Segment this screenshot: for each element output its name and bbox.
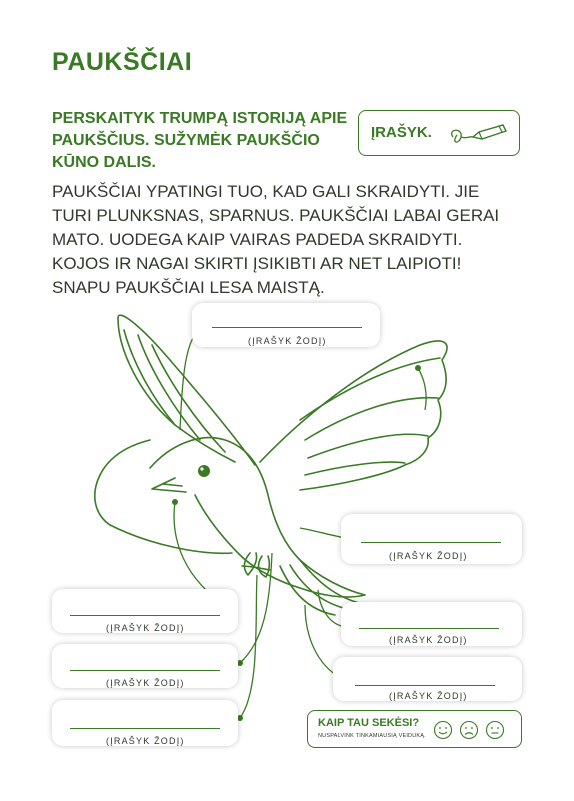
story-text: PAUKŠČIAI YPATINGI TUO, KAD GALI SKRAIDYTI. JIE TURI PLUNKSNAS, SPARNUS. PAUKŠČIAI LABAI GERAI MATO. UODEGA KAIP VAIRAS PADEDA SKRAIDYTI. KOJOS IR NAGAI SKIRTI ĮSIKIBTI AR NET LAIPIOTI! SNAPU PAUKŠČIAI LESA MAISTĄ.	[52, 182, 500, 297]
answer-line[interactable]	[361, 542, 501, 543]
answer-hint: (ĮRAŠYK ŽODĮ)	[389, 691, 468, 701]
answer-hint: (ĮRAŠYK ŽODĮ)	[248, 336, 327, 346]
answer-line[interactable]	[355, 685, 495, 686]
answer-line[interactable]	[70, 615, 220, 616]
page-title: PAUKŠČIAI	[52, 48, 193, 76]
answer-hint: (ĮRAŠYK ŽODĮ)	[106, 678, 185, 688]
rating-subtitle: NUSPALVINK TINKAMIAUSIĄ VEIDUKĄ.	[318, 733, 426, 739]
answer-line[interactable]	[212, 327, 362, 328]
answer-card-6[interactable]	[333, 657, 522, 701]
answer-card-3[interactable]	[52, 589, 238, 633]
answer-card-5[interactable]	[52, 644, 238, 688]
answer-card-7[interactable]	[52, 700, 238, 746]
answer-hint: (ĮRAŠYK ŽODĮ)	[106, 736, 185, 746]
sad-face-icon[interactable]	[459, 720, 479, 740]
self-assessment-box	[307, 710, 522, 748]
answer-line[interactable]	[70, 728, 220, 729]
task-instruction: PERSKAITYK TRUMPĄ ISTORIJĄ APIE PAUKŠČIUS. SUŽYMĖK PAUKŠČIO KŪNO DALIS.	[52, 110, 348, 171]
answer-line[interactable]	[70, 670, 220, 671]
answer-card-1[interactable]	[192, 303, 380, 347]
answer-line[interactable]	[359, 628, 499, 629]
bird-eye	[198, 465, 210, 477]
answer-hint: (ĮRAŠYK ŽODĮ)	[389, 551, 468, 561]
answer-hint: (ĮRAŠYK ŽODĮ)	[106, 623, 185, 633]
answer-card-4[interactable]	[341, 602, 522, 646]
answer-card-2[interactable]	[341, 514, 522, 564]
answer-hint: (ĮRAŠYK ŽODĮ)	[389, 635, 468, 645]
rating-title: KAIP TAU SEKĖSI?	[318, 717, 420, 729]
happy-face-icon[interactable]	[433, 720, 453, 740]
write-label: ĮRAŠYK.	[371, 124, 432, 141]
neutral-face-icon[interactable]	[485, 720, 505, 740]
bird-body	[150, 438, 365, 597]
